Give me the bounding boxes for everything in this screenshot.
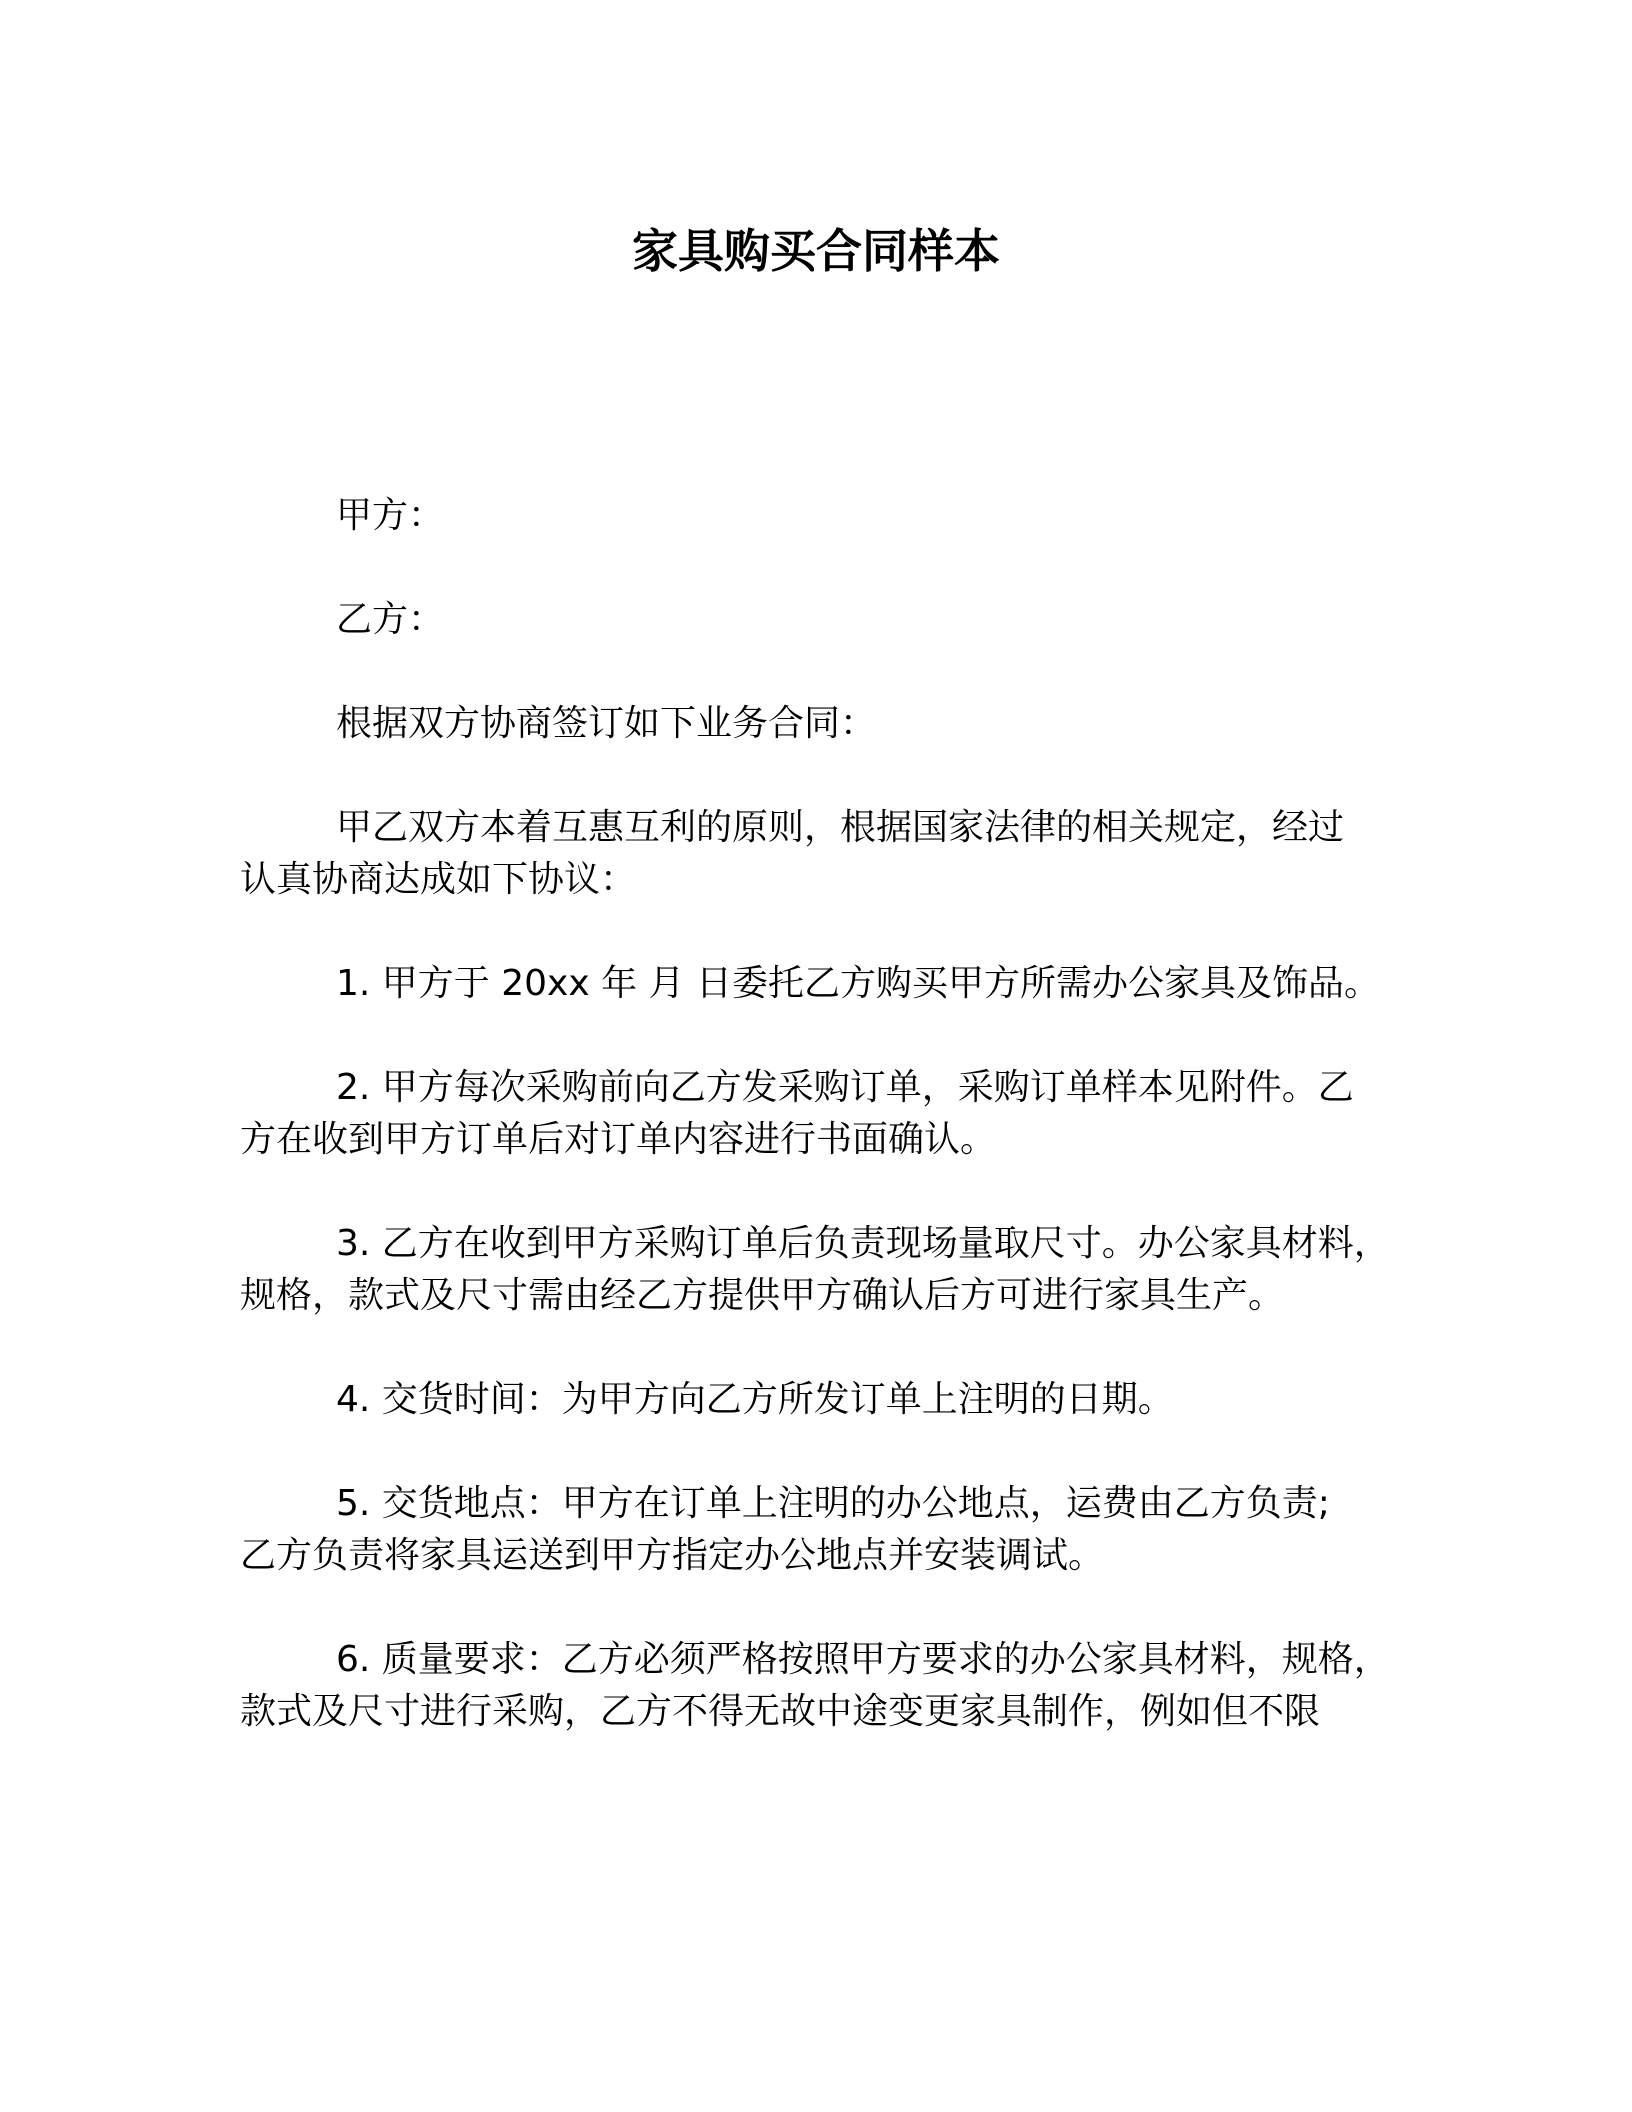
text-line: 1. 甲方于 20xx 年 月 日委托乙方购买甲方所需办公家具及饰品。 xyxy=(336,963,1380,1004)
clause-6 xyxy=(240,1634,1400,1738)
document-body xyxy=(240,490,1400,1790)
clause-3 xyxy=(240,1218,1400,1322)
text-line: 款式及尺寸进行采购，乙方不得无故中途变更家具制作，例如但不限 xyxy=(240,1691,1321,1732)
clause-4 xyxy=(240,1374,1400,1426)
paragraph-party-b xyxy=(240,594,1400,646)
text-line: 方在收到甲方订单后对订单内容进行书面确认。 xyxy=(240,1119,997,1160)
text-line: 甲方： xyxy=(336,495,445,536)
text-line: 2. 甲方每次采购前向乙方发采购订单，采购订单样本见附件。乙 xyxy=(336,1067,1354,1108)
text-line: 3. 乙方在收到甲方采购订单后负责现场量取尺寸。办公家具材料， xyxy=(336,1223,1390,1264)
paragraph-principle xyxy=(240,802,1400,906)
clause-1 xyxy=(240,958,1400,1010)
text-line: 甲乙双方本着互惠互利的原则，根据国家法律的相关规定，经过 xyxy=(336,807,1345,848)
text-line: 根据双方协商签订如下业务合同： xyxy=(336,703,877,744)
text-line: 4. 交货时间：为甲方向乙方所发订单上注明的日期。 xyxy=(336,1379,1174,1420)
paragraph-preamble xyxy=(240,698,1400,750)
text-line: 认真协商达成如下协议： xyxy=(240,859,637,900)
text-line: 规格，款式及尺寸需由经乙方提供甲方确认后方可进行家具生产。 xyxy=(240,1275,1285,1316)
text-line: 5. 交货地点：甲方在订单上注明的办公地点，运费由乙方负责; xyxy=(336,1483,1330,1524)
text-line: 乙方： xyxy=(336,599,445,640)
text-line: 6. 质量要求：乙方必须严格按照甲方要求的办公家具材料，规格， xyxy=(336,1639,1390,1680)
clause-2 xyxy=(240,1062,1400,1166)
paragraph-party-a xyxy=(240,490,1400,542)
text-line: 乙方负责将家具运送到甲方指定办公地点并安装调试。 xyxy=(240,1535,1105,1576)
document-title: 家具购买合同样本 xyxy=(632,224,1000,278)
clause-5 xyxy=(240,1478,1400,1582)
